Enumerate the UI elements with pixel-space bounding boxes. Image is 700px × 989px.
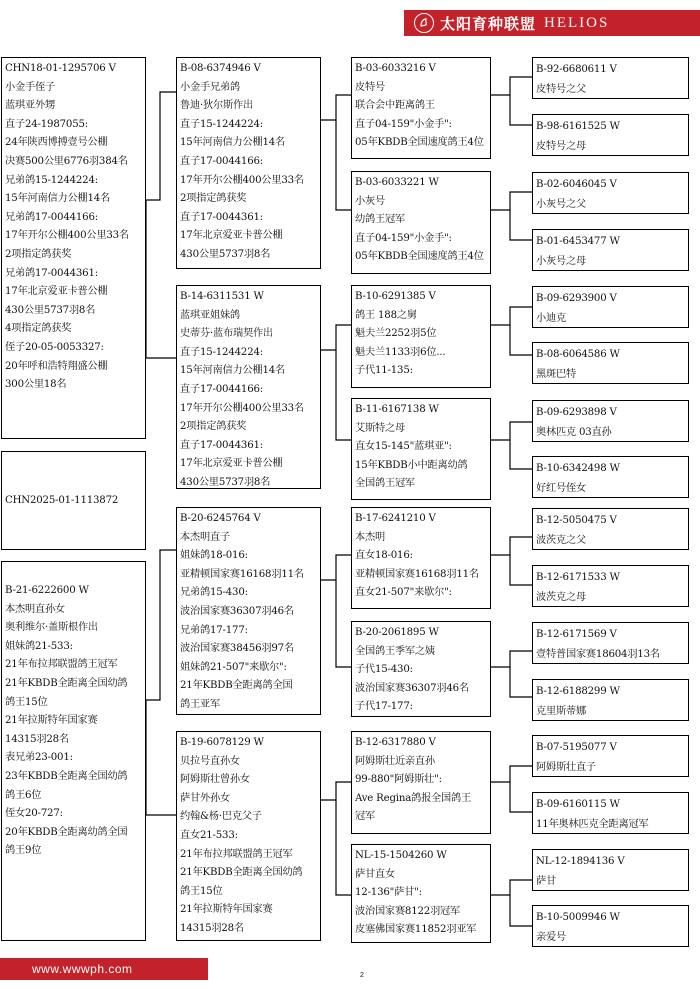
pedigree-line: 直子15-1244224: [180, 346, 263, 358]
ring-number: B-03-6033216 V [355, 63, 436, 74]
pedigree-line: 幼鸽王冠军 [355, 214, 405, 226]
pedigree-line: 300公里18名 [5, 379, 67, 391]
ring-number: CHN2025-01-1113872 [5, 495, 119, 507]
sire-mother-box [176, 285, 321, 489]
pedigree-line: 430公里5737羽8名 [180, 248, 271, 260]
pedigree-line: Ave Regina鸽报全国鸽王 [355, 792, 472, 804]
pedigree-line: 99-880"阿姆斯壮": [355, 774, 442, 786]
pedigree-line: 兄弟鸽15-1244224: [5, 174, 98, 186]
pedigree-line: 史蒂芬·蓝布瑞契作出 [180, 328, 273, 340]
pedigree-line: 12-136"萨甘": [355, 887, 422, 899]
pedigree-line: 05年KBDB全国速度鸽王4位 [355, 251, 484, 263]
pedigree-line: 亚精顿国家赛16168羽11名 [355, 568, 479, 580]
ring-number: B-09-6160115 W [536, 799, 620, 810]
pedigree-line: 直子24-1987055: [5, 118, 88, 130]
pedigree-line: 波治国家赛38456羽97名 [180, 643, 294, 655]
pedigree-line: 壹特普国家赛18604羽13名 [536, 648, 660, 660]
ring-number: B-08-6374946 V [180, 63, 261, 74]
pedigree-line: 本杰明直子 [180, 531, 230, 543]
pedigree-line: 小灰号 [355, 195, 385, 207]
pedigree-line: 鸽王6位 [5, 789, 42, 801]
pedigree-line: 直子17-0044361: [180, 211, 263, 223]
ring-number: B-01-6453477 W [536, 236, 620, 247]
brand-name: 太阳育种联盟 [440, 14, 537, 33]
ancestor-box [532, 456, 689, 498]
pedigree-line: 20年呼和浩特翔盛公棚 [5, 360, 108, 372]
footer-bar [0, 958, 208, 980]
pedigree-line: 17年北京爱亚卡普公棚 [5, 286, 108, 298]
pedigree-line: 14315羽28名 [180, 922, 244, 934]
pedigree-line: 蓝琪亚外甥 [5, 100, 55, 112]
ring-number: B-10-6342498 W [536, 463, 620, 474]
pedigree-line: 直子15-1244224: [180, 118, 263, 130]
ancestor-box [532, 849, 689, 891]
pedigree-line: 联合会中距离鸽王 [355, 100, 435, 112]
pedigree-line: 侄子20-05-0053327: [5, 341, 104, 353]
ancestor-box [532, 229, 689, 271]
ancestor-box [532, 342, 689, 384]
ring-number: B-21-6222600 W [5, 585, 89, 596]
pedigree-line: 兄弟鸽17-0044166: [5, 211, 98, 223]
pedigree-line: 子代17-177: [355, 701, 413, 713]
pedigree-line: 本杰明 [355, 531, 385, 543]
pedigree-line: 表兄弟23-001: [5, 752, 73, 764]
ring-number: B-09-6293900 V [536, 293, 617, 304]
pedigree-line: 黑斑巴特 [536, 368, 576, 380]
ancestor-box [351, 57, 491, 159]
pedigree-line: 15年KBDB小中距离幼鸽 [355, 459, 468, 471]
pedigree-line: 21年拉斯特年国家赛 [5, 715, 98, 727]
pedigree-line: 15年河南信力公棚14名 [180, 365, 286, 377]
pedigree-line: 直女21-533: [180, 829, 238, 841]
pedigree-line: 亚精顿国家赛16168羽11名 [180, 568, 304, 580]
pedigree-line: 奥林匹克 03直孙 [536, 426, 612, 438]
pedigree-line: 萨甘外孙女 [180, 792, 230, 804]
pedigree-line: 萨甘直女 [355, 868, 395, 880]
pedigree-line: 小金手侄子 [5, 81, 55, 93]
pedigree-line: 17年北京爱亚卡普公棚 [180, 458, 283, 470]
ancestor-box [532, 57, 689, 99]
ring-number: B-08-6064586 W [536, 349, 620, 360]
pedigree-line: 约翰&杨·巴克父子 [180, 811, 262, 823]
pedigree-line: 兄弟鸽17-177: [180, 624, 248, 636]
pedigree-line: 21年拉斯特年国家赛 [180, 904, 273, 916]
pedigree-line: 24年陕西博搏壹号公棚 [5, 137, 108, 149]
pedigree-line: 鸽王9位 [5, 845, 42, 857]
pedigree-line: 21年KBDB全距离全国幼鸽 [5, 677, 128, 689]
ring-number: B-11-6167138 W [355, 404, 439, 415]
pedigree-line: 本杰明直孙女 [5, 603, 65, 615]
pedigree-line: 21年KBDB全距离全国幼鸽 [180, 867, 303, 879]
pedigree-line: 全国鸽王冠军 [355, 478, 415, 490]
pedigree-line: 魁夫兰2252羽5位 [355, 328, 437, 340]
pedigree-line: 侄女20-727: [5, 808, 63, 820]
ring-number: B-12-5050475 V [536, 515, 617, 526]
pedigree-line: 波茨克之父 [536, 534, 586, 546]
main-pigeon-box [1, 451, 146, 550]
ring-number: B-03-6033221 W [355, 177, 439, 188]
pedigree-line: 直女18-016: [355, 550, 413, 562]
pedigree-line: 430公里5737羽8名 [180, 476, 271, 488]
ancestor-box [532, 565, 689, 607]
pedigree-line: 阿姆斯壮曾孙女 [180, 774, 250, 786]
pedigree-line: 全国鸽王季军之姨 [355, 645, 435, 657]
pedigree-line: 波茨克之母 [536, 591, 586, 603]
ring-number: B-12-6317880 V [355, 737, 436, 748]
ring-number: CHN18-01-1295706 V [5, 63, 116, 74]
pedigree-line: 15年河南信力公棚14名 [5, 193, 111, 205]
pedigree-line: 21年KBDB全距离鸽全国 [180, 680, 293, 692]
ring-number: B-19-6078129 W [180, 737, 264, 748]
ancestor-box [532, 792, 689, 834]
pedigree-line: 皮塞佛国家赛11852羽亚军 [355, 924, 477, 936]
page-number: 2 [360, 972, 364, 979]
ancestor-box [532, 622, 689, 664]
pedigree-line: 21年布拉邦联盟鸽王冠军 [5, 659, 118, 671]
pedigree-line: 直子04-159"小金手": [355, 118, 452, 130]
ring-number: B-12-6171569 V [536, 629, 617, 640]
pedigree-line: 2项指定鸽获奖 [180, 193, 247, 205]
dam-mother-box [176, 731, 321, 941]
pedigree-line: 20年KBDB全距离幼鸽全国 [5, 826, 128, 838]
pedigree-line: 冠军 [355, 811, 375, 823]
pedigree-line: 小灰号之父 [536, 198, 586, 210]
pedigree-line: 直子04-159"小金手": [355, 232, 452, 244]
pedigree-line: 姐妹鸽21-507"来歇尔": [180, 661, 287, 673]
pedigree-line: 奥利维尔·盖斯根作出 [5, 622, 98, 634]
pedigree-line: 贝拉号直孙女 [180, 755, 240, 767]
pedigree-line: 鸽王亚军 [180, 698, 220, 710]
pedigree-line: 萨甘 [536, 875, 556, 887]
pedigree-line: 17年开尔公棚400公里33名 [180, 402, 304, 414]
pedigree-line: 鲁迪·狄尔斯作出 [180, 100, 253, 112]
pedigree-line: 决赛500公里6776羽384名 [5, 155, 128, 167]
ancestor-box [532, 400, 689, 442]
pedigree-line: 23年KBDB全距离全国幼鸽 [5, 770, 128, 782]
pedigree-line: 好红号侄女 [536, 482, 586, 494]
pedigree-line: 15年河南信力公棚14名 [180, 137, 286, 149]
pedigree-line: 姐妹鸽18-016: [180, 550, 248, 562]
ring-number: B-14-6311531 W [180, 291, 264, 302]
ring-number: B-07-5195077 V [536, 742, 617, 753]
pedigree-line: 17年开尔公棚400公里33名 [180, 174, 304, 186]
ring-number: B-17-6241210 V [355, 513, 436, 524]
pedigree-line: 克里斯蒂娜 [536, 705, 586, 717]
pedigree-line: 直子17-0044166: [180, 155, 263, 167]
ancestor-box [532, 172, 689, 214]
subject-sire-box [1, 57, 146, 439]
ring-number: B-12-6171533 W [536, 572, 620, 583]
ancestor-box [532, 286, 689, 328]
ancestor-box [351, 398, 491, 500]
ancestor-box [351, 844, 491, 943]
ancestor-box [532, 114, 689, 156]
pedigree-line: 2项指定鸽获奖 [5, 248, 72, 260]
pedigree-line: 鸽王15位 [180, 885, 223, 897]
pedigree-line: 姐妹鸽21-533: [5, 640, 73, 652]
footer-url[interactable]: www.wwwph.com [32, 962, 133, 976]
ring-number: B-02-6046045 V [536, 179, 617, 190]
ring-number: B-10-6291385 V [355, 291, 436, 302]
pedigree-line: 直女21-507"来歇尔": [355, 587, 452, 599]
pedigree-line: 17年北京爱亚卡普公棚 [180, 230, 283, 242]
pedigree-line: 小迪克 [536, 312, 566, 324]
pedigree-line: 阿姆斯壮近亲直孙 [355, 755, 435, 767]
ancestor-box [532, 905, 689, 947]
pedigree-line: 直子17-0044361: [180, 439, 263, 451]
ancestor-box [532, 508, 689, 550]
pedigree-line: 波治国家赛36307羽46名 [355, 682, 469, 694]
pedigree-line: 4项指定鸽获奖 [5, 323, 72, 335]
pedigree-line: 波治国家赛8122羽冠军 [355, 905, 461, 917]
pedigree-line: 艾斯特之母 [355, 422, 405, 434]
ancestor-box [351, 731, 491, 834]
sire-father-box [176, 57, 321, 269]
pedigree-line: 21年布拉邦联盟鸽王冠军 [180, 848, 293, 860]
ancestor-box [351, 507, 491, 609]
pedigree-line: 波治国家赛36307羽46名 [180, 605, 294, 617]
pedigree-line: 小灰号之母 [536, 255, 586, 267]
brand-name-en: HELIOS [544, 14, 610, 31]
pedigree-line: 皮特号之父 [536, 83, 586, 95]
pedigree-line: 05年KBDB全国速度鸽王4位 [355, 137, 484, 149]
pedigree-line: 子代15-430: [355, 664, 413, 676]
pedigree-line: 直女15-145"蓝琪亚": [355, 441, 452, 453]
ancestor-box [351, 621, 491, 717]
ring-number: NL-15-1504260 W [355, 850, 447, 861]
ancestor-box [351, 171, 491, 274]
pedigree-line: 小金手兄弟鸽 [180, 81, 240, 93]
ring-number: B-12-6188299 W [536, 686, 620, 697]
pedigree-line: 皮特号 [355, 81, 385, 93]
ancestor-box [351, 285, 491, 388]
pedigree-line: 亲爱号 [536, 931, 566, 943]
pedigree-line: 鸽王15位 [5, 696, 48, 708]
pedigree-line: 阿姆斯壮直子 [536, 761, 596, 773]
pedigree-line: 14315羽28名 [5, 733, 69, 745]
ring-number: B-10-5009946 W [536, 912, 620, 923]
ancestor-box [532, 735, 689, 777]
pedigree-line: 鸽王 188之舅 [355, 309, 417, 321]
dam-father-box [176, 507, 321, 715]
pedigree-line: 17年开尔公棚400公里33名 [5, 230, 129, 242]
pedigree-line: 魁夫兰1133羽6位... [355, 346, 446, 358]
pedigree-line: 皮特号之母 [536, 140, 586, 152]
ring-number: B-98-6161525 W [536, 121, 620, 132]
ancestor-box [532, 679, 689, 721]
pedigree-line: 430公里5737羽8名 [5, 304, 96, 316]
pedigree-line: 兄弟鸽15-430: [180, 587, 248, 599]
pedigree-line: 2项指定鸽获奖 [180, 421, 247, 433]
ring-number: B-20-6245764 V [180, 513, 261, 524]
pedigree-line: 11年奥林匹克全距离冠军 [536, 818, 649, 830]
pedigree-line: 兄弟鸽17-0044361: [5, 267, 98, 279]
ring-number: NL-12-1894136 V [536, 856, 625, 867]
pedigree-line: 蓝琪亚姐妹鸽 [180, 309, 240, 321]
ring-number: B-20-2061895 W [355, 627, 439, 638]
subject-dam-box [1, 561, 146, 941]
ring-number: B-09-6293898 V [536, 407, 617, 418]
pedigree-line: 直子17-0044166: [180, 383, 263, 395]
pedigree-line: 子代11-135: [355, 365, 413, 377]
ring-number: B-92-6680611 V [536, 64, 617, 75]
